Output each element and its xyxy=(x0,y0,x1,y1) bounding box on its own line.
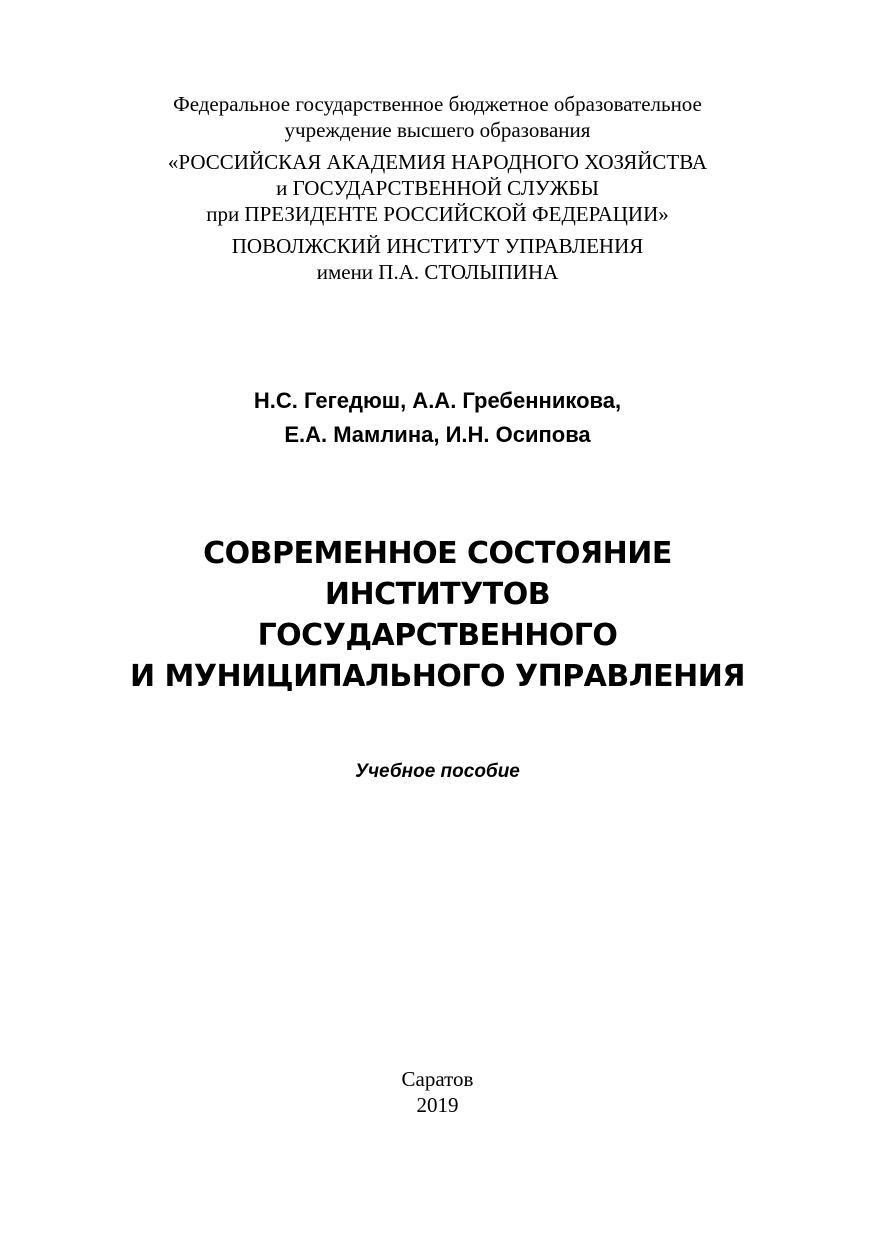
institution-line-4: и ГОСУДАРСТВЕННОЙ СЛУЖБЫ xyxy=(276,176,599,200)
imprint-block xyxy=(0,1066,875,1118)
authors-block xyxy=(0,384,875,452)
title-line-4: И МУНИЦИПАЛЬНОГО УПРАВЛЕНИЯ xyxy=(129,659,745,694)
title-line-3: ГОСУДАРСТВЕННОГО xyxy=(257,618,618,653)
institution-line-6: ПОВОЛЖСКИЙ ИНСТИТУТ УПРАВЛЕНИЯ xyxy=(231,234,644,258)
authors-line-2: Е.А. Мамлина, И.Н. Осипова xyxy=(284,422,591,447)
book-title xyxy=(0,533,875,697)
title-line-1: СОВРЕМЕННОЕ СОСТОЯНИЕ xyxy=(203,536,672,571)
institution-line-5: при ПРЕЗИДЕНТЕ РОССИЙСКОЙ ФЕДЕРАЦИИ» xyxy=(206,202,669,226)
imprint-year: 2019 xyxy=(416,1093,459,1117)
book-subtitle: Учебное пособие xyxy=(355,761,520,782)
imprint-city: Саратов xyxy=(401,1067,474,1091)
institution-line-3: «РОССИЙСКАЯ АКАДЕМИЯ НАРОДНОГО ХОЗЯЙСТВА xyxy=(167,150,708,174)
institution-line-1: Федеральное государственное бюджетное образовательное xyxy=(173,92,702,116)
institution-line-7: имени П.А. СТОЛЫПИНА xyxy=(316,260,559,284)
authors-line-1: Н.С. Гегедюш, А.А. Гребенникова, xyxy=(253,388,622,413)
title-line-2: ИНСТИТУТОВ xyxy=(324,577,551,612)
institution-block xyxy=(0,91,875,285)
institution-line-2: учреждение высшего образования xyxy=(284,118,591,142)
